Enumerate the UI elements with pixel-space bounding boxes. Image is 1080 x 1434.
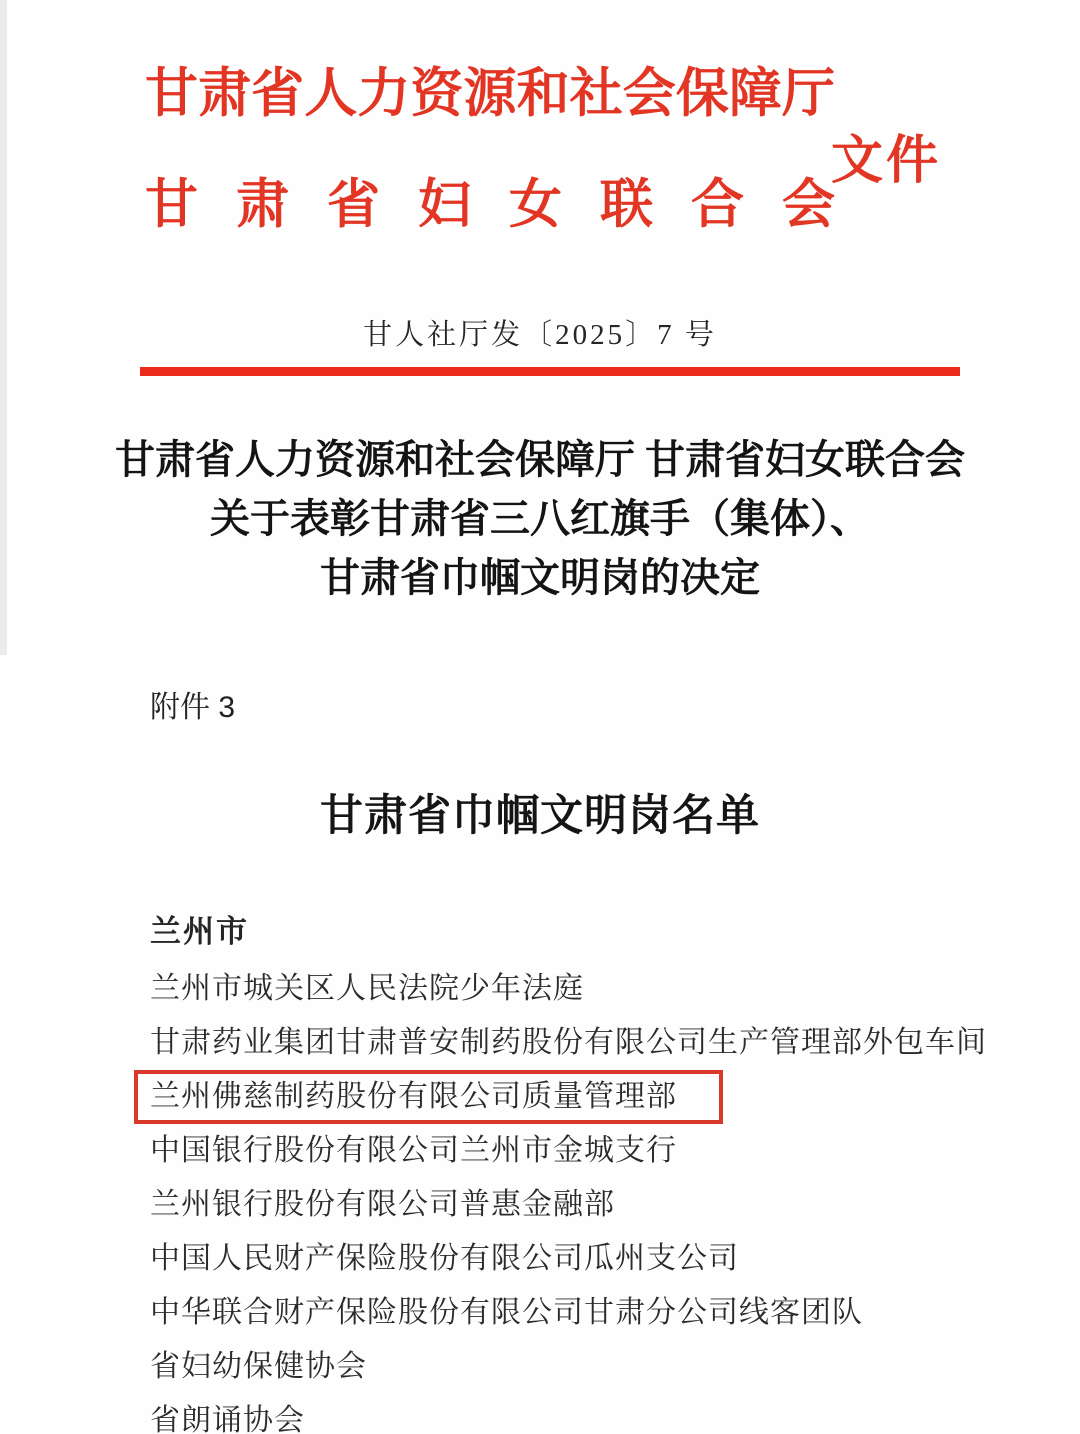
document-title <box>40 430 1040 607</box>
list-item: 甘肃药业集团甘肃普安制药股份有限公司生产管理部外包车间 <box>150 1026 987 1059</box>
list-title: 甘肃省巾帼文明岗名单 <box>320 793 760 840</box>
document-title-line-2: 关于表彰甘肃省三八红旗手（集体）、 <box>210 496 870 541</box>
letterhead <box>145 58 835 240</box>
list-item: 兰州银行股份有限公司普惠金融部 <box>150 1188 615 1221</box>
list-item: 中国人民财产保险股份有限公司瓜州支公司 <box>150 1242 739 1275</box>
highlight-box: 兰州佛慈制药股份有限公司质量管理部 <box>134 1070 723 1124</box>
list-item-highlighted <box>150 1070 1030 1124</box>
list-item: 中华联合财产保险股份有限公司甘肃分公司线客团队 <box>150 1296 863 1329</box>
letterhead-org-2: 甘肃省妇女联合会 <box>145 176 835 234</box>
section-header-lanzhou: 兰州市 <box>150 914 249 949</box>
letterhead-doc-type: 文件 <box>831 133 942 190</box>
letterhead-org-1: 甘肃省人力资源和社会保障厅 <box>145 65 835 123</box>
list-item: 中国银行股份有限公司兰州市金城支行 <box>150 1134 677 1167</box>
award-list <box>150 962 1030 1434</box>
document-title-line-3: 甘肃省巾帼文明岗的决定 <box>320 555 760 600</box>
list-item: 省妇幼保健协会 <box>150 1350 367 1383</box>
list-item: 省朗诵协会 <box>150 1404 305 1434</box>
letterhead-red-rule <box>140 367 960 376</box>
document-number: 甘人社厅发〔2025〕7 号 <box>363 319 717 351</box>
list-item: 兰州市城关区人民法院少年法庭 <box>150 972 584 1005</box>
document-title-line-1: 甘肃省人力资源和社会保障厅 甘肃省妇女联合会 <box>115 437 965 482</box>
attachment-label: 附件 3 <box>150 691 236 724</box>
